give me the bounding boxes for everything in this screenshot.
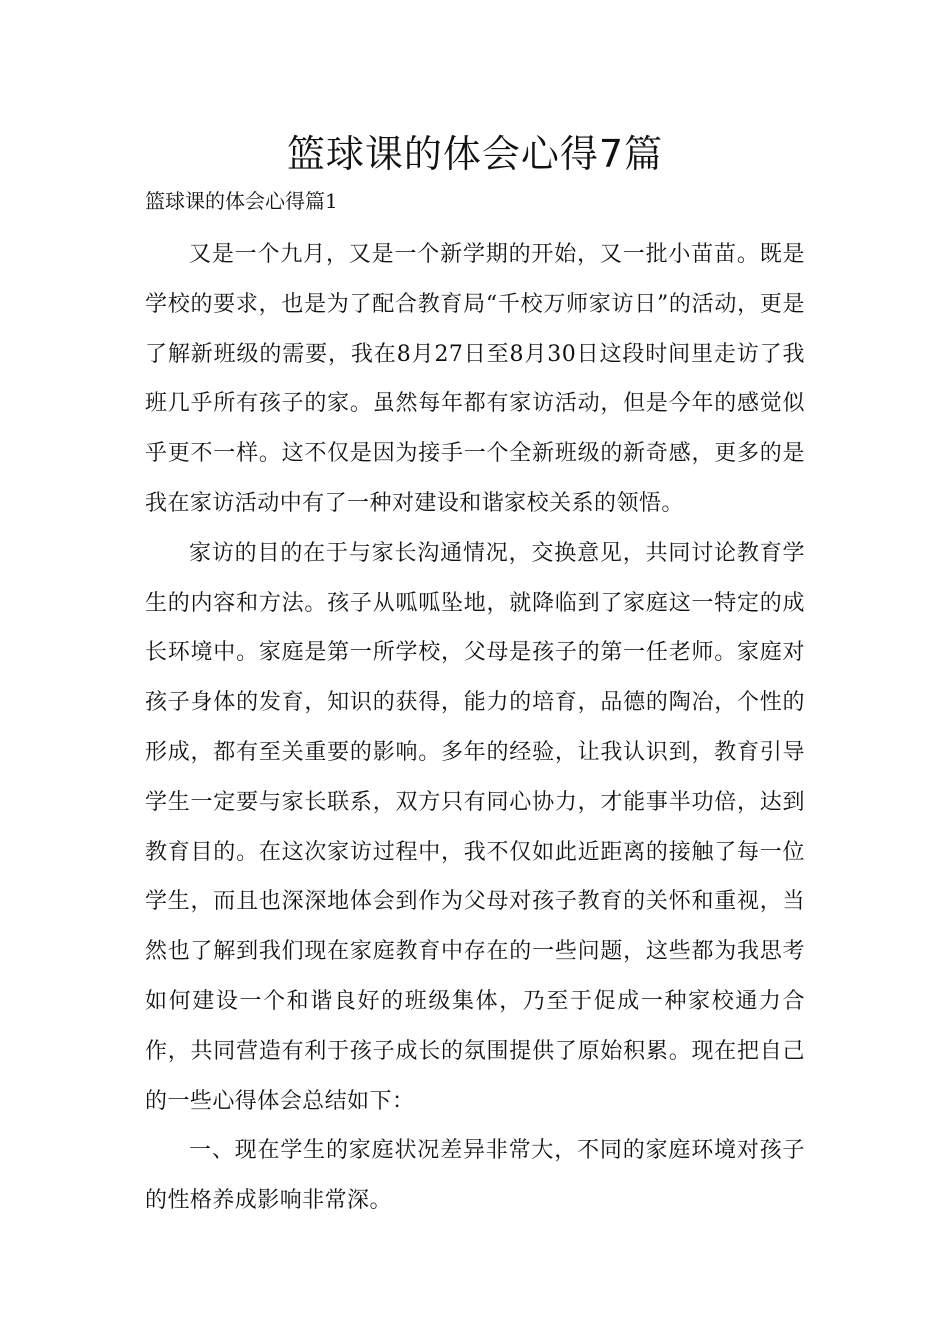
document-body xyxy=(145,230,805,1226)
section-heading: 篮球课的体会心得篇1 xyxy=(145,189,338,213)
paragraph: 一、现在学生的家庭状况差异非常大，不同的家庭环境对孩子的性格养成影响非常深。 xyxy=(145,1138,805,1214)
paragraph: 家访的目的在于与家长沟通情况，交换意见，共同讨论教育学生的内容和方法。孩子从呱呱坠地，就降临到了家庭这一特定的成长环境中。家庭是第一所学校，父母是孩子的第一任老师。家庭对孩子身体的发育，知识的获得，能力的培育，品德的陶冶，个性的形成，都有至关重要的影响。多年的经验，让我认识到，教育引导学生一定要与家长联系，双方只有同心协力，才能事半功倍，达到教育目的。在这次家访过程中，我不仅如此近距离的接触了每一位学生，而且也深深地体会到作为父母对孩子教育的关怀和重视，当然也了解到我们现在家庭教育中存在的一些问题，这些都为我思考如何建设一个和谐良好的班级集体，乃至于促成一种家校通力合作，共同营造有利于孩子成长的氛围提供了原始积累。现在把自己的一些心得体会总结如下： xyxy=(145,540,805,1114)
paragraph: 又是一个九月，又是一个新学期的开始，又一批小苗苗。既是学校的要求，也是为了配合教育局“千校万师家访日”的活动，更是了解新班级的需要，我在8月27日至8月30日这段时间里走访了我班几乎所有孩子的家。虽然每年都有家访活动，但是今年的感觉似乎更不一样。这不仅是因为接手一个全新班级的新奇感，更多的是我在家访活动中有了一种对建设和谐家校关系的领悟。 xyxy=(145,242,805,516)
document-title: 篮球课的体会心得7篇 xyxy=(286,132,664,176)
